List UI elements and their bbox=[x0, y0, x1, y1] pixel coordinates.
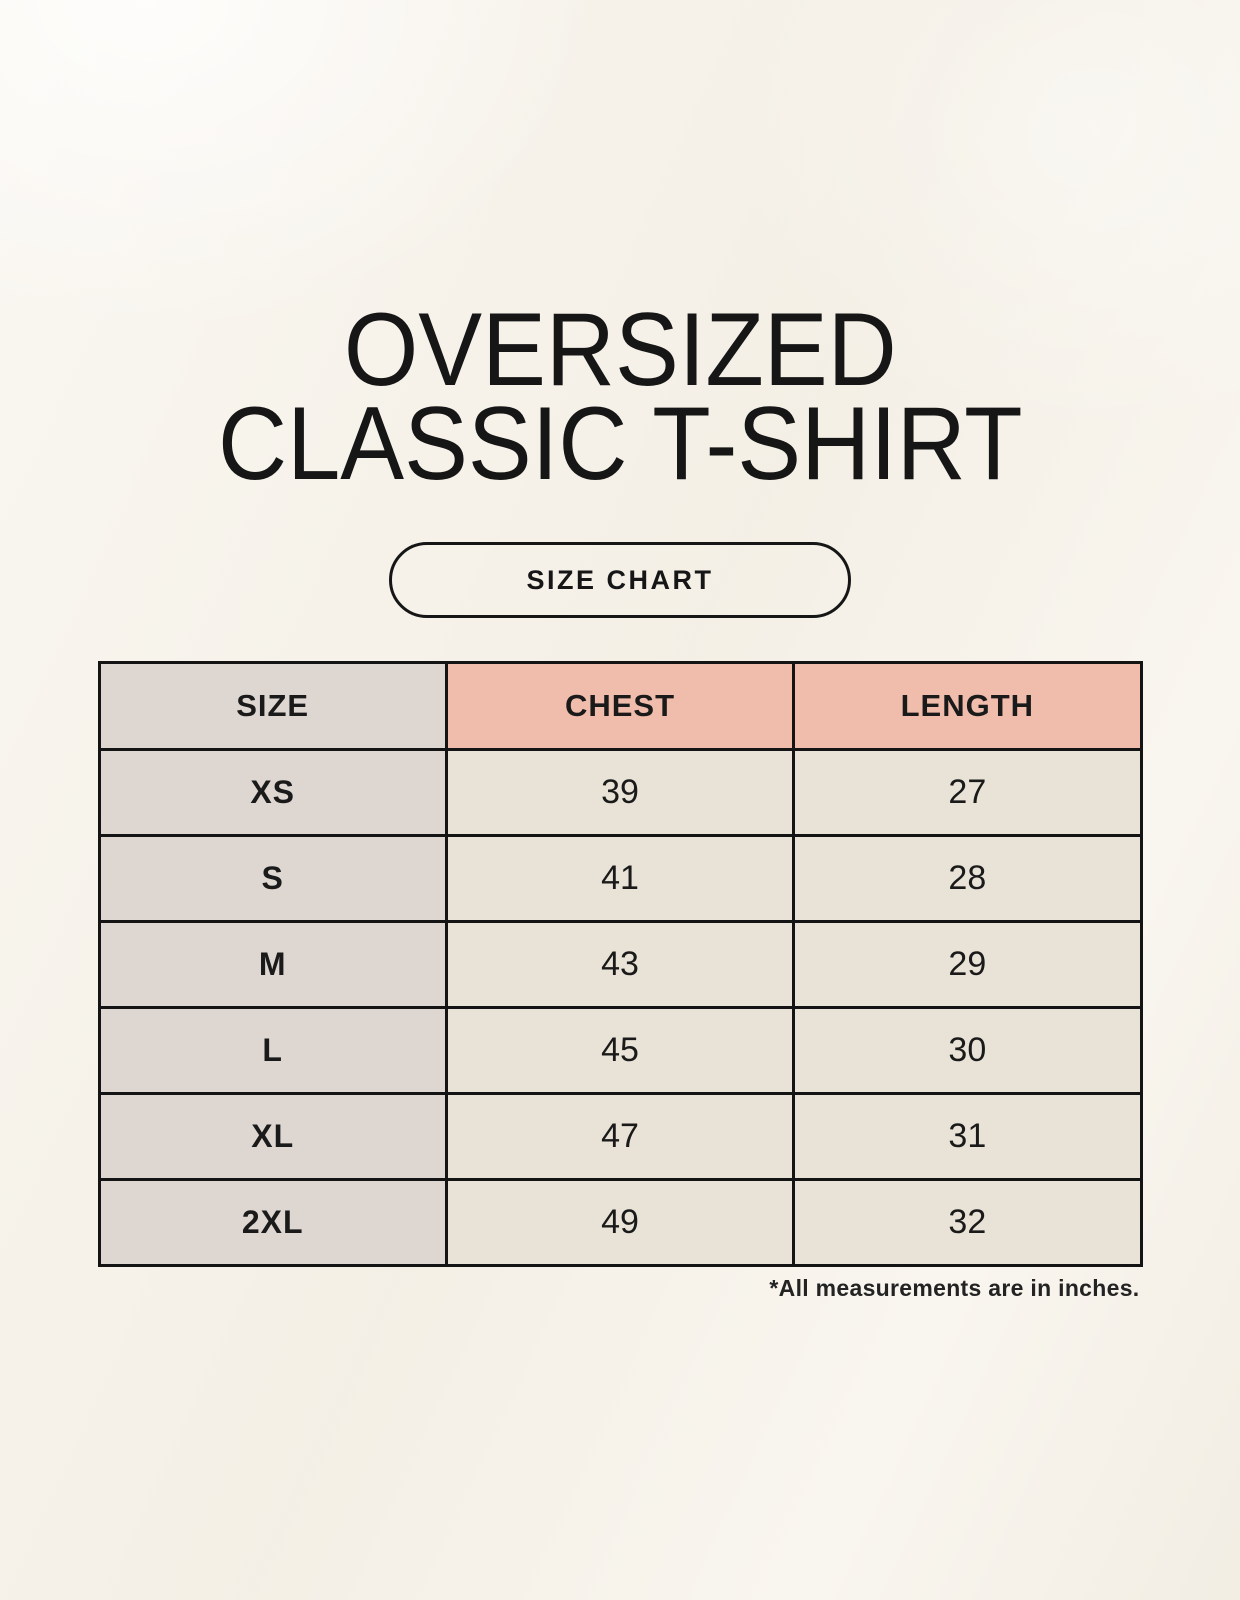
table-header-row bbox=[99, 663, 1141, 750]
product-title bbox=[217, 292, 1023, 502]
column-header-length: LENGTH bbox=[794, 663, 1141, 750]
size-chart-table-container bbox=[98, 661, 1143, 1302]
size-cell: L bbox=[99, 1008, 446, 1094]
chest-cell: 45 bbox=[446, 1008, 793, 1094]
chest-cell: 41 bbox=[446, 836, 793, 922]
length-cell: 30 bbox=[794, 1008, 1141, 1094]
size-chart-button[interactable] bbox=[389, 542, 851, 618]
size-cell: 2XL bbox=[99, 1180, 446, 1266]
length-cell: 28 bbox=[794, 836, 1141, 922]
size-cell: XL bbox=[99, 1094, 446, 1180]
table-row-2xl bbox=[99, 1180, 1141, 1266]
size-cell: XS bbox=[99, 750, 446, 836]
length-cell: 32 bbox=[794, 1180, 1141, 1266]
measurements-footnote: *All measurements are in inches. bbox=[769, 1275, 1140, 1301]
table-row-s bbox=[99, 836, 1141, 922]
length-cell: 27 bbox=[794, 750, 1141, 836]
size-cell: M bbox=[99, 922, 446, 1008]
table-row-xs bbox=[99, 750, 1141, 836]
column-header-size: SIZE bbox=[99, 663, 446, 750]
chest-cell: 47 bbox=[446, 1094, 793, 1180]
chest-cell: 43 bbox=[446, 922, 793, 1008]
length-cell: 29 bbox=[794, 922, 1141, 1008]
table-row-l bbox=[99, 1008, 1141, 1094]
chest-cell: 39 bbox=[446, 750, 793, 836]
product-title-line1: OVERSIZED bbox=[343, 292, 897, 408]
chest-cell: 49 bbox=[446, 1180, 793, 1266]
product-title-line2: CLASSIC T-SHIRT bbox=[217, 386, 1023, 502]
size-chart-table bbox=[98, 661, 1143, 1267]
length-cell: 31 bbox=[794, 1094, 1141, 1180]
table-row-xl bbox=[99, 1094, 1141, 1180]
size-cell: S bbox=[99, 836, 446, 922]
table-row-m bbox=[99, 922, 1141, 1008]
size-chart-button-label: SIZE CHART bbox=[526, 564, 714, 595]
column-header-chest: CHEST bbox=[446, 663, 793, 750]
